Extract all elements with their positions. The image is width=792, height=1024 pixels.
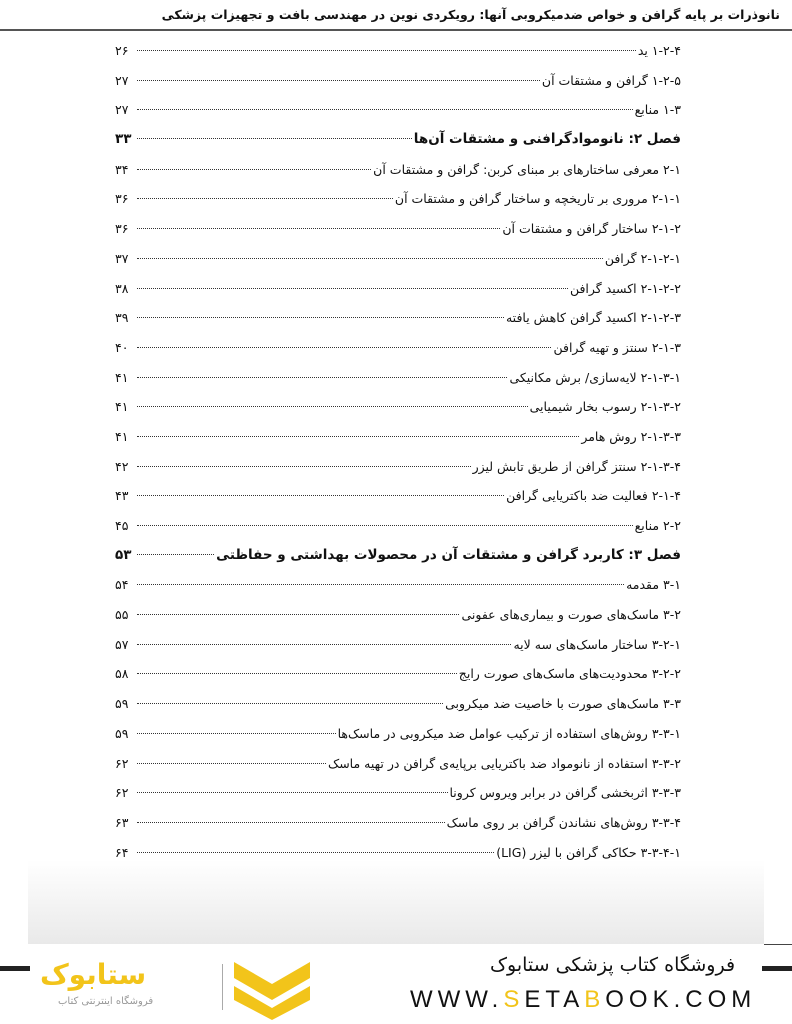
toc-page-number: ۵۴ [115, 577, 129, 593]
toc-page-number: ۴۱ [115, 369, 129, 385]
dot-leader [137, 316, 504, 318]
toc-row[interactable] [115, 630, 681, 660]
toc-entry-title: فصل ۳: کاربرد گرافن و مشتقات آن در محصولات بهداشتی و حفاظتی [216, 546, 681, 563]
toc-page-number: ۳۹ [115, 310, 129, 326]
toc-page-number: ۲۷ [115, 102, 129, 118]
toc-row[interactable] [115, 244, 681, 274]
toc-entry-title: ۳-۳-۳ اثربخشی گرافن در برابر ویروس کرونا [449, 785, 681, 801]
toc-row[interactable] [115, 600, 681, 630]
dot-leader [137, 376, 507, 378]
toc-entry-title: ۲-۲ منابع [634, 518, 681, 533]
dot-leader [137, 197, 393, 199]
dot-leader [137, 108, 633, 110]
dot-leader [137, 287, 568, 289]
toc-row[interactable] [115, 184, 681, 214]
toc-entry-title: ۳-۲ ماسک‌های صورت و بیماری‌های عفونی [461, 607, 681, 623]
dot-leader [137, 405, 528, 407]
url-part: ETA [524, 986, 585, 1013]
dot-leader [137, 79, 540, 81]
page-shadow [28, 860, 764, 944]
toc-entry-title: ۲-۱-۲ ساختار گرافن و مشتقات آن [502, 221, 681, 237]
dot-leader [137, 702, 443, 704]
toc-row[interactable] [115, 392, 681, 422]
toc-page-number: ۵۳ [115, 546, 132, 563]
toc-page-number: ۳۳ [115, 131, 132, 148]
toc-entry-title: ۲-۱-۲-۳ اکسید گرافن کاهش یافته [505, 310, 681, 326]
shop-name: فروشگاه کتاب پزشکی ستابوک [490, 954, 736, 976]
dot-leader [137, 257, 603, 259]
toc-row[interactable] [115, 155, 681, 185]
toc-row[interactable] [115, 95, 681, 125]
running-header [0, 0, 792, 30]
dot-leader [137, 672, 457, 674]
toc-page-number: ۴۱ [115, 428, 129, 444]
toc-page-number: ۶۴ [115, 844, 129, 860]
toc-row[interactable] [115, 808, 681, 838]
toc-row[interactable] [115, 749, 681, 779]
toc-entry-title: ۲-۱-۱ مروری بر تاریخچه و ساختار گرافن و مشتقات آن [394, 191, 681, 207]
dot-leader [137, 762, 326, 764]
dot-leader [137, 732, 336, 734]
toc-entry-title: ۱-۲-۴ ید [637, 43, 681, 58]
toc-page-number: ۲۶ [115, 43, 129, 58]
toc-entry-title: ۲-۱-۳-۱ لایه‌سازی/ برش مکانیکی [509, 369, 681, 385]
toc-row[interactable] [115, 422, 681, 452]
toc-row[interactable] [115, 274, 681, 304]
toc-page-number: ۶۲ [115, 785, 129, 801]
toc-page-number: ۴۰ [115, 339, 129, 355]
toc-entry-title: ۳-۳ ماسک‌های صورت با خاصیت ضد میکروبی [445, 696, 681, 712]
toc-row[interactable] [115, 659, 681, 689]
toc-page-number: ۵۸ [115, 666, 129, 682]
dot-leader [137, 583, 624, 585]
dot-leader [137, 465, 471, 467]
toc-row[interactable] [115, 303, 681, 333]
toc-entry-title: فصل ۲: نانوموادگرافنی و مشتقات آن‌ها [413, 131, 681, 148]
header-divider [0, 29, 792, 31]
url-part: B [584, 986, 606, 1013]
toc-entry-title: ۲-۱-۲-۱ گرافن [604, 250, 681, 266]
logo-chevron-icon [232, 958, 312, 1020]
toc-entry-title: ۳-۲-۱ ساختار ماسک‌های سه لایه [513, 636, 681, 652]
dot-leader [137, 346, 551, 348]
toc-page-number: ۴۲ [115, 458, 129, 474]
toc-entry-title: ۳-۳-۱ روش‌های استفاده از ترکیب عوامل ضد میکروبی در ماسک‌ها [337, 725, 681, 741]
toc-entry-title: ۲-۱-۳-۳ روش هامر [581, 428, 681, 444]
toc-row[interactable] [115, 719, 681, 749]
dot-leader [137, 137, 412, 139]
toc-entry-title: ۲-۱-۳-۲ رسوب بخار شیمیایی [529, 399, 681, 415]
toc-page-number: ۴۳ [115, 488, 129, 504]
dot-leader [137, 821, 445, 823]
toc-page-number: ۵۹ [115, 696, 129, 712]
divider-bar-right [762, 966, 792, 971]
toc-page-number: ۵۷ [115, 636, 129, 652]
toc-row[interactable] [115, 363, 681, 393]
shop-url[interactable] [410, 986, 756, 1014]
toc-row[interactable] [115, 689, 681, 719]
toc-entry-title: ۲-۱-۴ فعالیت ضد باکتریایی گرافن [506, 488, 681, 504]
toc-entry-title: ۳-۳-۴ روش‌های نشاندن گرافن بر روی ماسک [446, 814, 681, 830]
toc-page-number: ۶۲ [115, 755, 129, 771]
toc-entry-title: ۳-۲-۲ محدودیت‌های ماسک‌های صورت رایج [458, 666, 681, 682]
toc-page-number: ۲۷ [115, 72, 129, 88]
toc-page-number: ۳۷ [115, 250, 129, 266]
url-part: S [503, 986, 525, 1013]
toc-page-number: ۳۶ [115, 191, 129, 207]
footer-banner [0, 944, 792, 1024]
url-part: WWW. [410, 986, 504, 1013]
dot-leader [137, 494, 504, 496]
toc-page-number: ۳۶ [115, 221, 129, 237]
dot-leader [137, 524, 633, 526]
toc-entry-title: ۳-۳-۲ استفاده از نانومواد ضد باکتریایی برپایه‌ی گرافن در تهیه ماسک [328, 755, 681, 771]
toc-row[interactable] [115, 66, 681, 96]
toc-row[interactable] [115, 778, 681, 808]
toc-entry-title: ۲-۱-۲-۲ اکسید گرافن [569, 280, 681, 296]
toc-row[interactable] [115, 481, 681, 511]
dot-leader [137, 851, 494, 853]
toc-entry-title: ۲-۱-۳-۴ سنتز گرافن از طریق تابش لیزر [472, 458, 681, 474]
table-of-contents [115, 36, 681, 867]
divider [764, 944, 792, 945]
toc-entry-title: ۲-۱ معرفی ساختارهای بر مبنای کربن: گرافن و مشتقات آن [373, 161, 681, 177]
divider-bar-left [0, 966, 30, 971]
toc-row[interactable] [115, 36, 681, 66]
toc-row[interactable] [115, 452, 681, 482]
toc-chapter-row[interactable] [115, 541, 681, 571]
toc-page-number: ۵۵ [115, 607, 129, 623]
toc-chapter-row[interactable] [115, 125, 681, 155]
toc-entry-title: ۳-۱ مقدمه [626, 577, 681, 593]
dot-leader [137, 791, 448, 793]
toc-page-number: ۶۳ [115, 814, 129, 830]
toc-page-number: ۳۸ [115, 280, 129, 296]
book-title: نانوذرات بر پایه گرافن و خواص ضدمیکروبی آنها: رویکردی نوین در مهندسی بافت و تجهیزات پزشکی [161, 7, 780, 22]
logo-subtitle: فروشگاه اینترنتی کتاب [58, 996, 154, 1007]
toc-row[interactable] [115, 333, 681, 363]
dot-leader [137, 643, 511, 645]
toc-page-number: ۵۹ [115, 725, 129, 741]
toc-row[interactable] [115, 570, 681, 600]
logo-wordmark: ستابوک [40, 958, 147, 991]
dot-leader [137, 49, 636, 51]
logo-divider [222, 964, 223, 1010]
dot-leader [137, 168, 371, 170]
toc-page-number: ۳۴ [115, 161, 129, 177]
dot-leader [137, 613, 459, 615]
url-part: OOK.COM [605, 986, 757, 1013]
toc-row[interactable] [115, 511, 681, 541]
dot-leader [137, 553, 214, 555]
toc-entry-title: ۱-۳ منابع [634, 102, 681, 118]
toc-entry-title: ۱-۲-۵ گرافن و مشتقات آن [541, 72, 681, 88]
dot-leader [137, 227, 500, 229]
toc-entry-title: ۳-۳-۴-۱ حکاکی گرافن با لیزر (LIG) [496, 844, 681, 860]
toc-page-number: ۴۵ [115, 518, 129, 533]
toc-page-number: ۴۱ [115, 399, 129, 415]
dot-leader [137, 435, 579, 437]
toc-row[interactable] [115, 214, 681, 244]
toc-entry-title: ۲-۱-۳ سنتز و تهیه گرافن [553, 339, 681, 355]
